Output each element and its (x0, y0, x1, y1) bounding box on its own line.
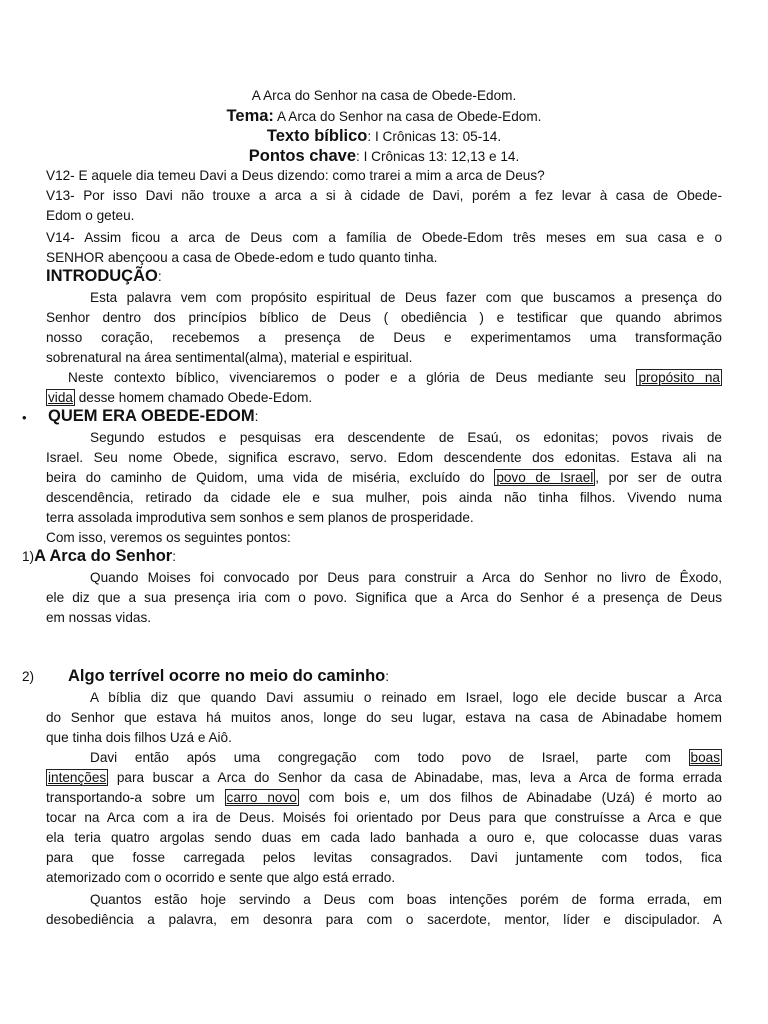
carro-novo-link[interactable]: carro novo (226, 790, 297, 805)
quem-colon: : (254, 409, 259, 424)
intro-paragraph-line: Senhor dentro dos princípios bíblico de Deus ( obediência ) e testificar que quando abrimos (46, 310, 722, 325)
point2-line-text: para buscar a Arca do Senhor da casa de Abinadabe, mas, leva a Arca de forma errada (108, 770, 722, 785)
point2-line: que tinha dois filhos Uzá e Aiô. (46, 730, 232, 745)
point2-line-text: com bois e, um dos filhos de Abinadabe (Uzá) é morto ao (298, 790, 722, 805)
bullet-icon: • (22, 410, 27, 425)
quem-line-text: beira do caminho de Quidom, uma vida de miséria, excluído do (46, 470, 495, 485)
intro-heading: INTRODUÇÃO (46, 267, 158, 285)
pontos-line (0, 146, 768, 167)
proposito-link[interactable]: propósito na (638, 370, 720, 385)
point2-number: 2) (22, 669, 35, 684)
texto-text: : I Crônicas 13: 05-14. (367, 129, 502, 144)
intencoes-link[interactable]: intenções (48, 770, 107, 785)
point2-line: para que fosse carregada pelos levitas consagrados. Davi juntamente com todos, fica (46, 850, 722, 865)
povo-de-israel-link[interactable]: povo de Israel (496, 470, 594, 485)
point2-line: desobediência a palavra, em desonra para com o sacerdote, mentor, líder e discipulador. A (46, 912, 722, 927)
point1-heading-line (22, 546, 698, 567)
texto-label: Texto bíblico (266, 127, 368, 145)
point2-colon: : (385, 669, 390, 684)
point1-line: ele diz que a sua presença iria com o povo. Significa que a Arca do Senhor é a presença de Deus (46, 590, 722, 605)
quem-line: descendência, retirado da cidade ele e sua mulher, pois ainda não tinha filhos. Vivendo numa (46, 490, 722, 505)
quem-line: terra assolada improdutiva sem sonhos e sem planos de prosperidade. (46, 510, 474, 525)
point2-heading: Algo terrível ocorre no meio do caminho (68, 667, 386, 685)
point1-heading: A Arca do Senhor (34, 547, 173, 565)
verse-line: Edom o geteu. (46, 208, 135, 223)
point2-line: do Senhor que estava há muitos anos, longe do seu lugar, estava na casa de Abinadabe homem (46, 710, 722, 725)
boas-link[interactable]: boas (690, 750, 720, 765)
quem-line: Segundo estudos e pesquisas era descendente de Esaú, os edonitas; povos rivais de (90, 430, 722, 445)
quem-line (46, 468, 722, 488)
quem-line-text: , por ser de outra (595, 470, 722, 485)
point2-heading-line (68, 666, 744, 687)
point2-line (90, 748, 722, 768)
point2-line-text: transportando-a sobre um (46, 790, 225, 805)
pontos-label: Pontos chave (248, 147, 357, 165)
point2-line: A bíblia diz que quando Davi assumiu o reinado em Israel, logo ele decide buscar a Arca (90, 690, 722, 705)
intro-context-text: Neste contexto bíblico, vivenciaremos o poder e a glória de Deus mediante seu (68, 370, 637, 385)
intro-context-end: desse homem chamado Obede-Edom. (74, 390, 313, 405)
vida-link[interactable]: vida (48, 390, 73, 405)
point1-line: em nossas vidas. (46, 610, 152, 625)
point1-number: 1) (22, 549, 35, 564)
point2-line (46, 788, 722, 808)
intro-heading-line (46, 266, 722, 287)
tema-text: A Arca do Senhor na casa de Obede-Edom. (273, 109, 542, 124)
point1-colon: : (172, 549, 177, 564)
point2-line (46, 768, 722, 788)
tema-line (0, 106, 768, 127)
verse-line: V14- Assim ficou a arca de Deus com a família de Obede-Edom três meses em sua casa e o (46, 230, 722, 245)
verse-line: V13- Por isso Davi não trouxe a arca a si à cidade de Davi, porém a fez levar à casa de Obede- (46, 188, 722, 203)
texto-line (0, 126, 768, 147)
tema-label: Tema: (226, 107, 274, 125)
intro-colon: : (157, 269, 162, 284)
pontos-text: : I Crônicas 13: 12,13 e 14. (356, 149, 520, 164)
point1-line: Quando Moises foi convocado por Deus para construir a Arca do Senhor no livro de Êxodo, (90, 570, 722, 585)
intro-paragraph-line: sobrenatural na área sentimental(alma), material e espiritual. (46, 350, 413, 365)
point2-line-text: Davi então após uma congregação com todo povo de Israel, parte com (90, 750, 689, 765)
document-title: A Arca do Senhor na casa de Obede-Edom. (251, 88, 517, 103)
quem-heading: QUEM ERA OBEDE-EDOM (48, 407, 255, 425)
point2-line: tocar na Arca com a ira de Deus. Moisés foi orientado por Deus para que construísse a Arca e que (46, 810, 722, 825)
intro-context-line (68, 368, 722, 388)
point2-line: Quantos estão hoje servindo a Deus com boas intenções porém de forma errada, em (90, 892, 722, 907)
verse-line: V12- E aquele dia temeu Davi a Deus dizendo: como trarei a mim a arca de Deus? (46, 168, 545, 183)
intro-paragraph-line: Esta palavra vem com propósito espiritual de Deus fazer com que buscamos a presença do (90, 290, 722, 305)
verse-line: SENHOR abençoou a casa de Obede-edom e tudo quanto tinha. (46, 250, 438, 265)
quem-heading-line (48, 406, 724, 427)
intro-context-line (46, 388, 722, 408)
quem-line: Com isso, veremos os seguintes pontos: (46, 530, 291, 545)
intro-paragraph-line: nosso coração, recebemos a presença de Deus e experimentamos uma transformação (46, 330, 722, 345)
point2-line: atemorizado com o ocorrido e sente que algo está errado. (46, 870, 396, 885)
quem-line: Israel. Seu nome Obede, significa escravo, servo. Edom descendente dos edonitas. Estava ali na (46, 450, 722, 465)
point2-line: ela teria quatro argolas sendo duas em cada lado banhada a ouro e, que colocasse duas varas (46, 830, 722, 845)
